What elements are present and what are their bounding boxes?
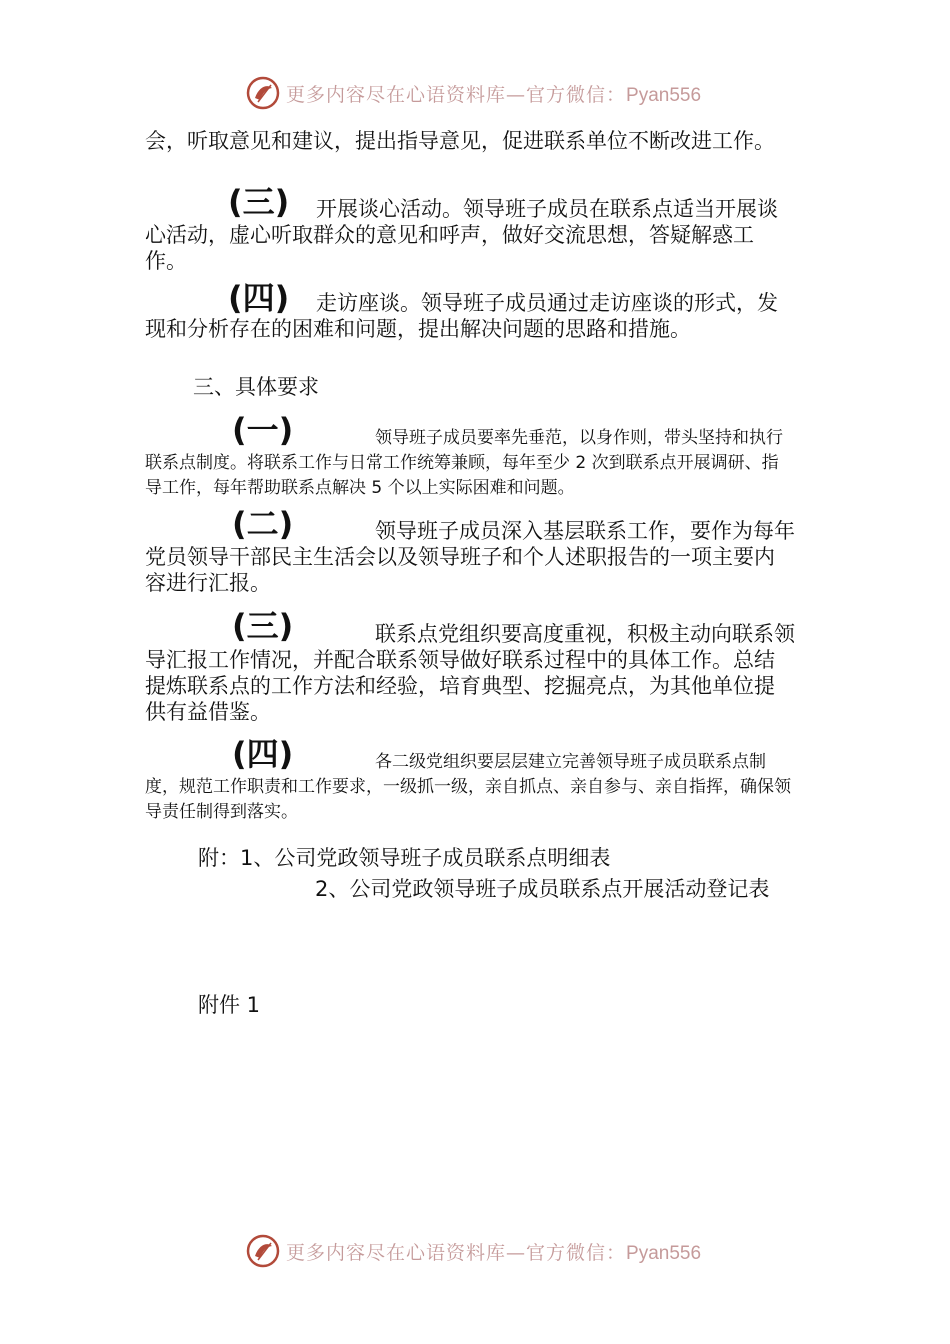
watermark-text: 更多内容尽在心语资料库—官方微信：Pyan556 [286,84,702,106]
attachment-item-2: 2、公司党政领导班子成员联系点开展活动登记表 [315,877,770,901]
watermark-id: Pyan556 [626,85,702,106]
footer-watermark [0,1232,950,1272]
section3-item-2-text: 领导班子成员深入基层联系工作，要作为每年党员领导干部民主生活会以及领导班子和个人述职报告的一项主要内容进行汇报。 [145,519,795,595]
section3-item-1-text: 领导班子成员要率先垂范，以身作则，带头坚持和执行联系点制度。将联系工作与日常工作统筹兼顾，每年至少 2 次到联系点开展调研、指导工作，每年帮助联系点解决 5 个以上实际困难和问题。 [145,428,783,498]
watermark-title: 更多内容尽在心语资料库 [286,84,507,106]
section3-item-3-number: (三) [232,607,294,645]
section3-heading: 三、具体要求 [193,375,319,399]
watermark-logo-icon [246,76,280,110]
attachment-label: 附： [198,846,240,870]
watermark-label: 官方微信： [526,84,627,106]
header-watermark [0,74,950,114]
continuation-paragraph: 会，听取意见和建议，提出指导意见，促进联系单位不断改进工作。 [145,129,775,153]
section2-item-3-number: (三) [228,183,290,221]
section3-item-4-number: (四) [232,735,294,773]
section3-item-3-text: 联系点党组织要高度重视，积极主动向联系领导汇报工作情况，并配合联系领导做好联系过程中的具体工作。总结提炼联系点的工作方法和经验，培育典型、挖掘亮点，为其他单位提供有益借鉴。 [145,622,795,724]
watermark-logo-icon [246,1234,280,1268]
section2-item-4-text: 走访座谈。领导班子成员通过走访座谈的形式，发现和分析存在的困难和问题，提出解决问题的思路和措施。 [145,291,778,341]
section3-item-1-number: (一) [232,411,294,449]
section3-item-2-number: (二) [232,505,294,543]
attachment-title: 附件 1 [198,993,261,1017]
attachment-item-1: 1、公司党政领导班子成员联系点明细表 [240,846,611,870]
section3-item-4-text: 各二级党组织要层层建立完善领导班子成员联系点制度，规范工作职责和工作要求，一级抓一级，亲自抓点、亲自参与、亲自指挥，确保领导责任制得到落实。 [145,752,791,822]
section2-item-3-text: 开展谈心活动。领导班子成员在联系点适当开展谈心活动，虚心听取群众的意见和呼声，做好交流思想，答疑解惑工作。 [145,197,778,273]
section2-item-4-number: (四) [228,279,290,317]
watermark-id: Pyan556 [626,1243,702,1264]
watermark-title: 更多内容尽在心语资料库 [286,1242,507,1264]
attachment-list-line-1 [198,845,610,871]
watermark-label: 官方微信： [526,1242,627,1264]
watermark-text: 更多内容尽在心语资料库—官方微信：Pyan556 [286,1242,702,1264]
